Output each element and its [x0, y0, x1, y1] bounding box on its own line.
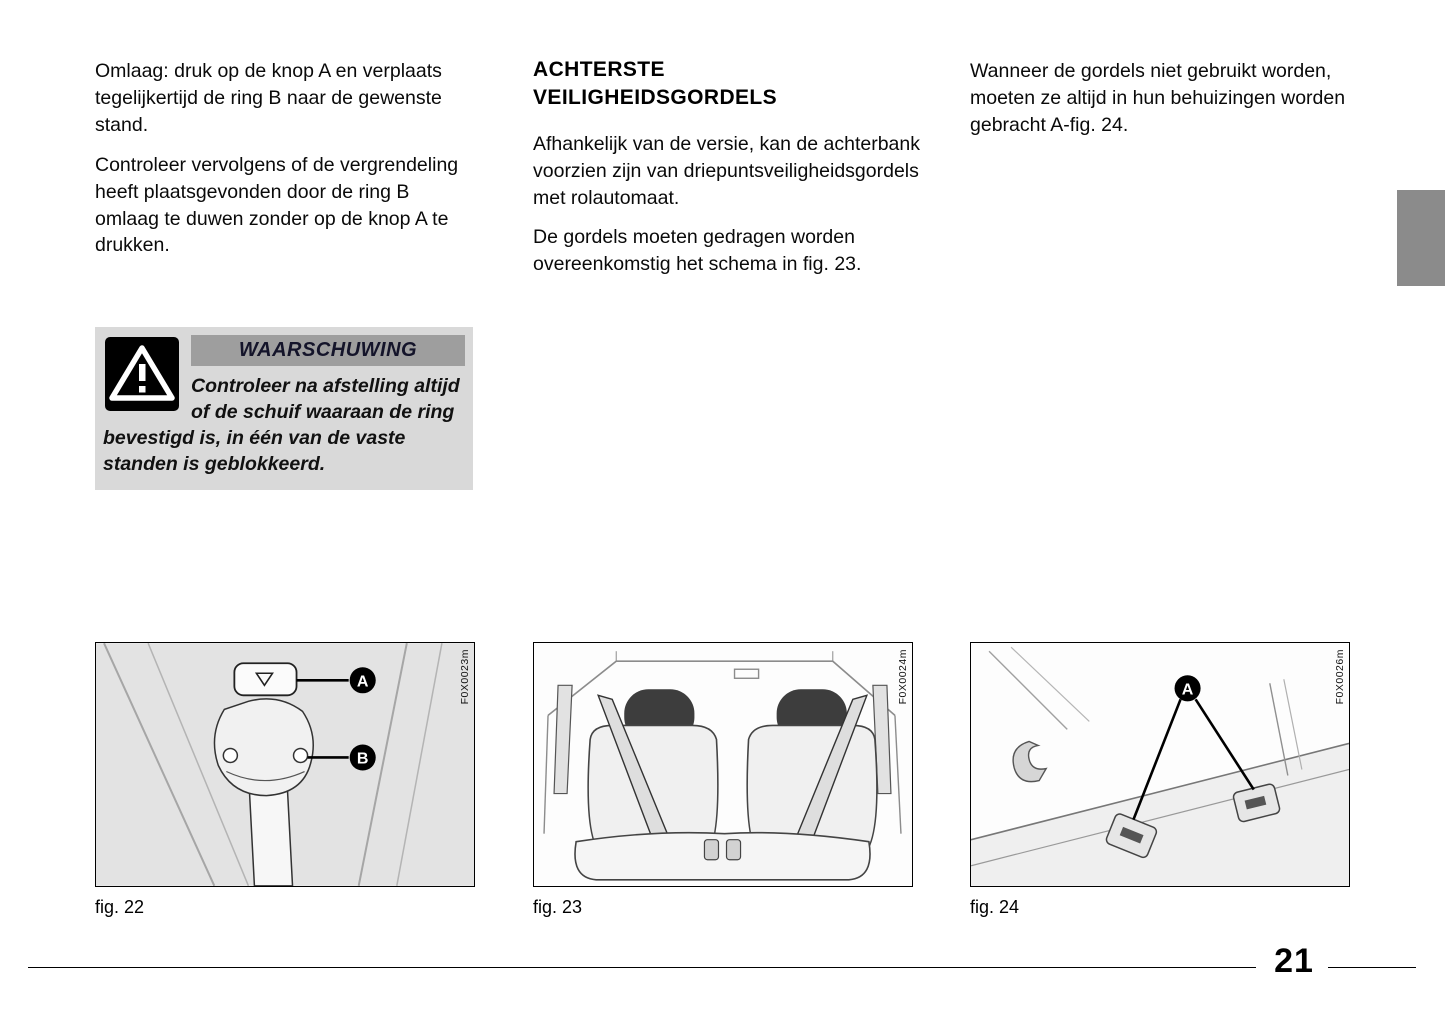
label-a-badge: A [356, 672, 369, 691]
figure-23 [533, 642, 913, 918]
column-middle [533, 56, 925, 291]
paragraph-stow-belts: Wanneer de gordels niet gebruikt worden, moeten ze altijd in hun behuizingen worden gebracht A-fig. 24. [970, 60, 1346, 136]
figure-24 [970, 642, 1350, 918]
footer-rule-right [1328, 967, 1416, 968]
figure-22-code: F0X0023m [459, 649, 471, 705]
label-a-badge: A [1181, 680, 1194, 699]
figure-22-caption: fig. 22 [95, 897, 145, 917]
warning-body: Controleer na afstelling altijd of de schuif waaraan de ring bevestigd is, in één van de vaste standen is geblokkeerd. [103, 375, 460, 475]
rear-seat-belts-drawing [534, 643, 912, 886]
footer-rule-left [28, 967, 1256, 968]
warning-box [95, 327, 473, 490]
paragraph-wear-scheme: De gordels moeten gedragen worden overeenkomstig het schema in fig. 23. [533, 226, 862, 276]
figure-23-caption: fig. 23 [533, 897, 583, 917]
figure-24-code: F0X0026m [1334, 649, 1346, 705]
page-number: 21 [1274, 942, 1314, 980]
belt-housing-drawing [971, 643, 1349, 886]
figure-23-code: F0X0024m [897, 649, 909, 705]
paragraph-adjust-down: Omlaag: druk op de knop A en verplaats tegelijkertijd de ring B naar de gewenste stand. [95, 60, 442, 136]
figure-24-caption: fig. 24 [970, 897, 1020, 917]
belt-height-adjuster-drawing [96, 643, 474, 886]
column-left [95, 58, 477, 272]
figure-24-illustration [970, 642, 1350, 887]
warning-triangle-icon [105, 337, 179, 411]
paragraph-rear-belts: Afhankelijk van de versie, kan de achterbank voorzien zijn van driepuntsveiligheidsgordels met rolautomaat. [533, 132, 920, 209]
warning-title: WAARSCHUWING [191, 335, 465, 366]
section-index-tab [1397, 190, 1445, 286]
column-right [970, 58, 1362, 152]
figure-22 [95, 642, 475, 918]
figure-22-illustration [95, 642, 475, 887]
figure-23-illustration [533, 642, 913, 887]
paragraph-check-lock: Controleer vervolgens of de vergrendeling heeft plaatsgevonden door de ring B omlaag te duwen zonder op de knop A te drukken. [95, 153, 459, 257]
section-heading: ACHTERSTE VEILIGHEIDSGORDELS [533, 58, 778, 110]
label-b-badge: B [356, 749, 369, 768]
